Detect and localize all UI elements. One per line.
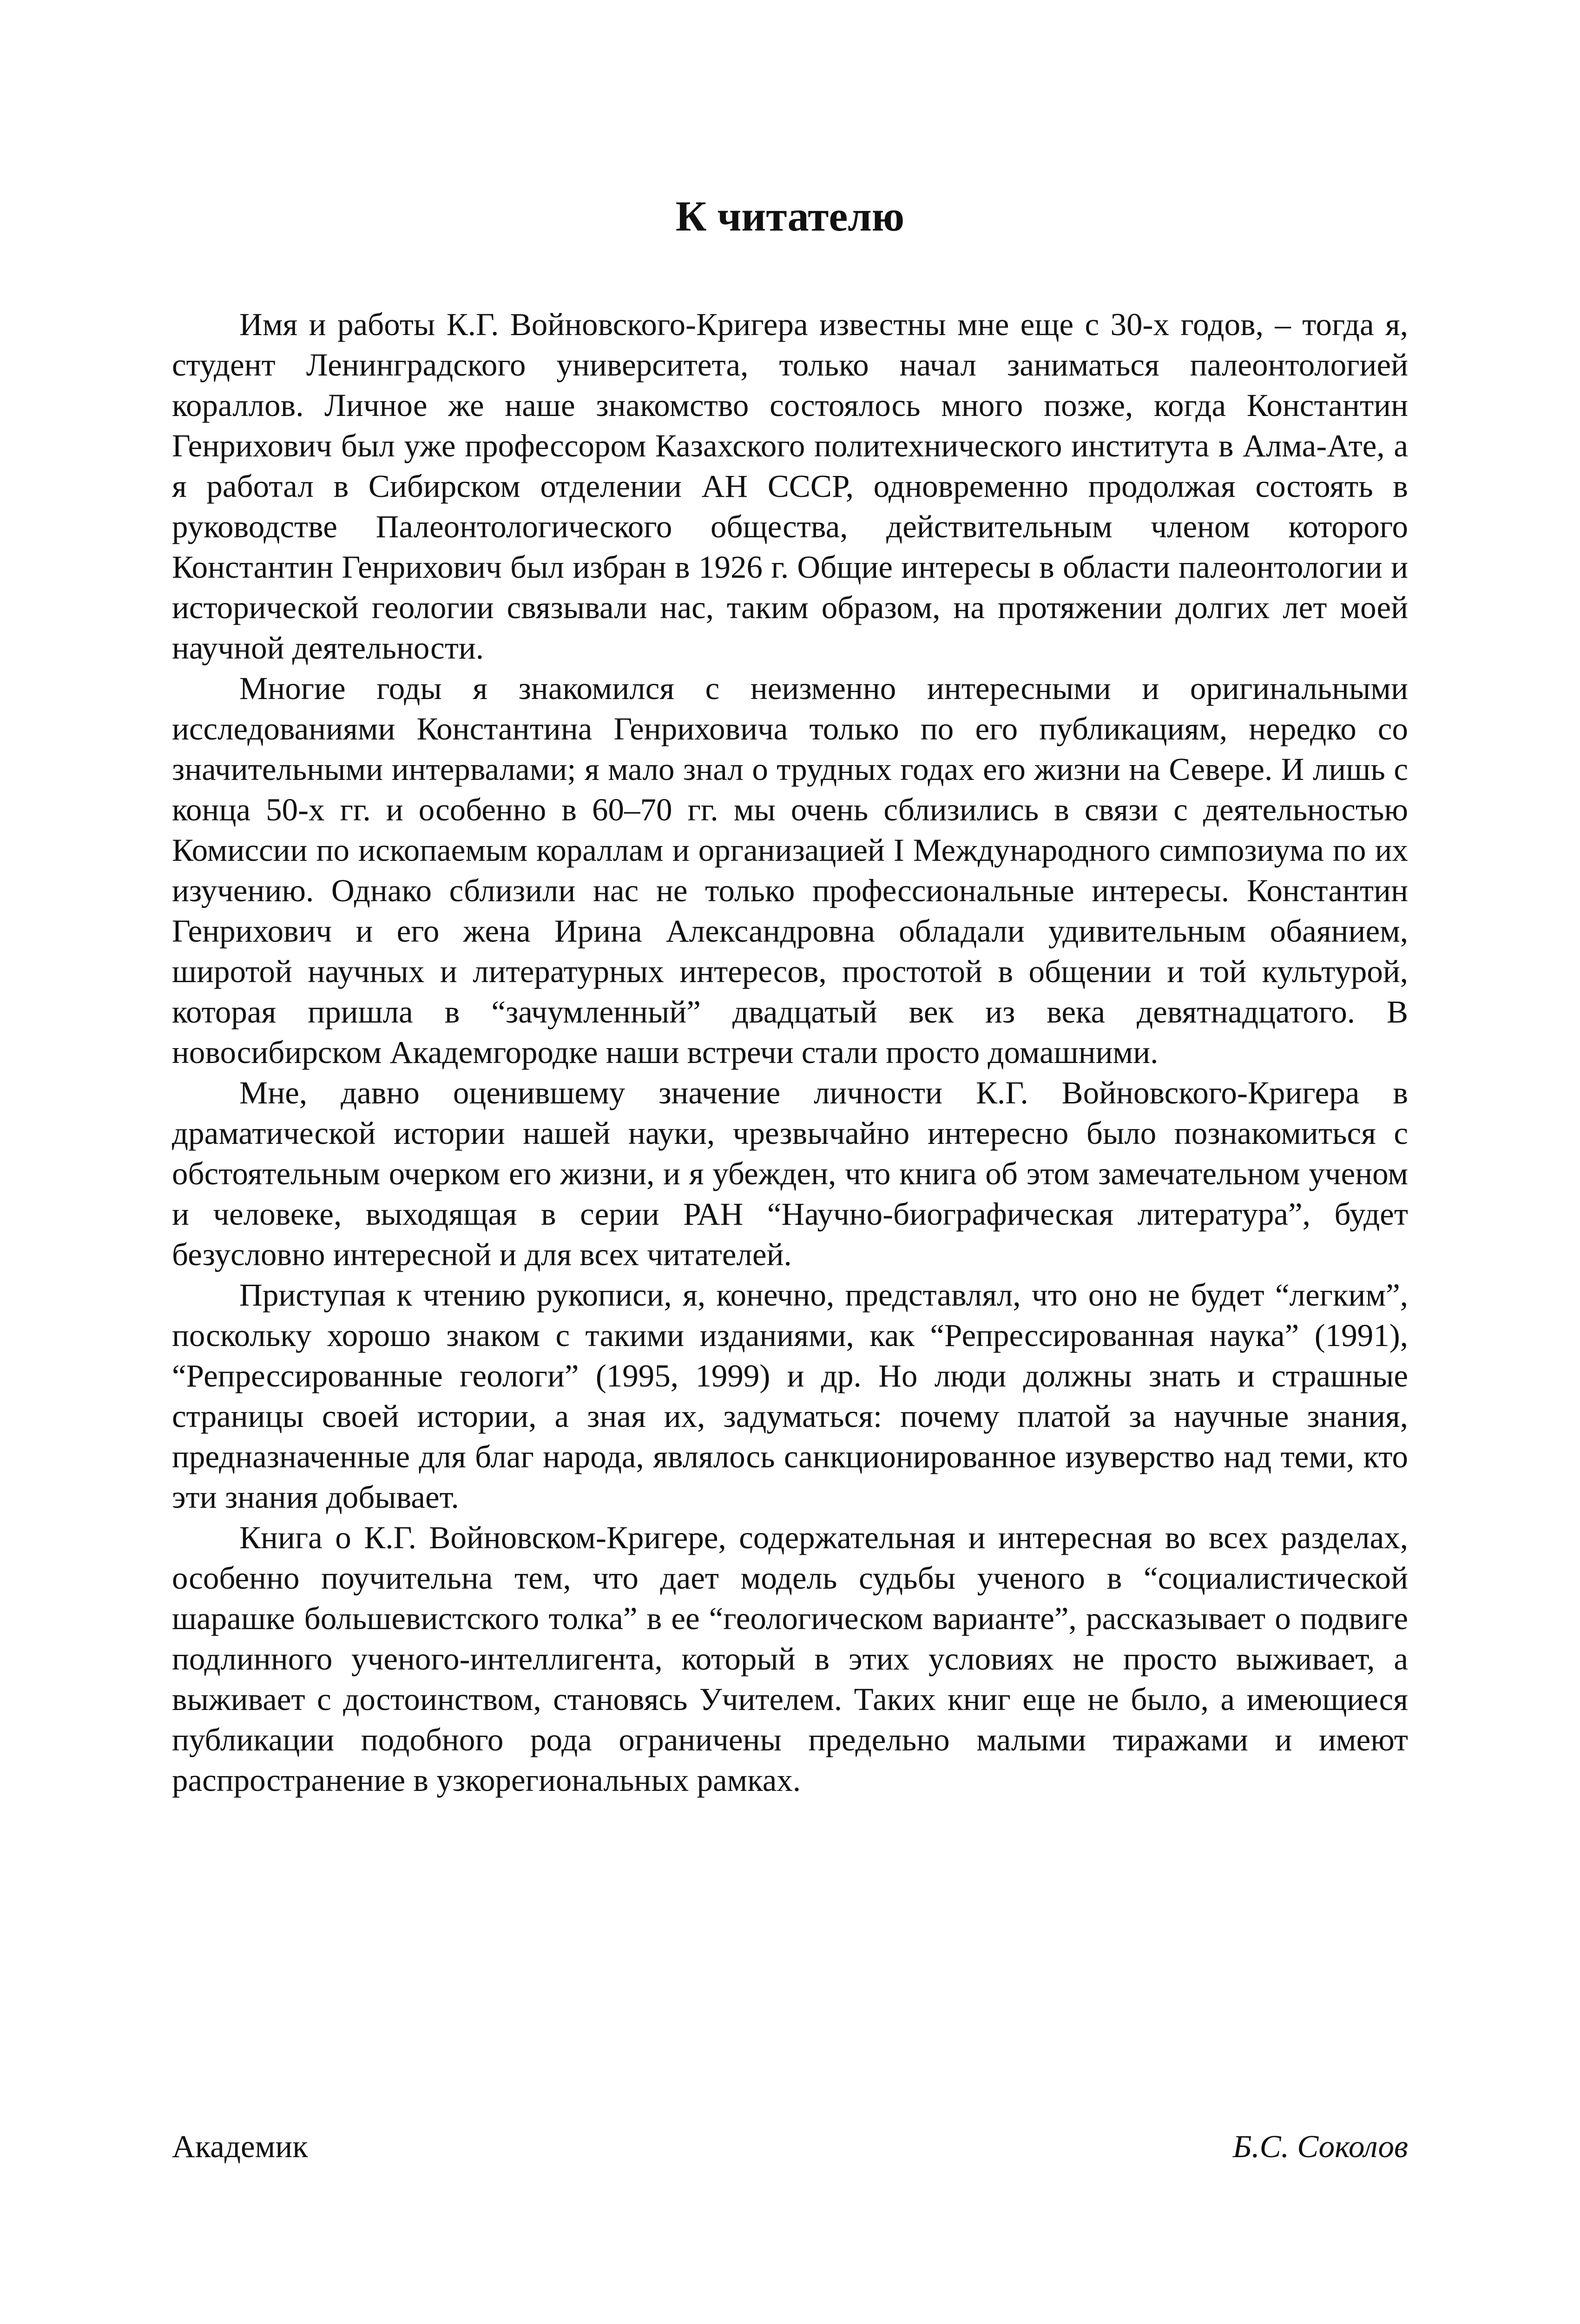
page-title: К читателю <box>675 192 905 240</box>
signature-rank: Академик <box>172 2129 308 2164</box>
paragraph-5: Книга о К.Г. Войновском-Кригере, содержательная и интересная во всех разделах, особенно поучительна тем, что дает модель судьбы ученого в “социалистической шарашке большевистского толка” в ее “геологическом варианте”, рассказывает о подвиге подлинного ученого-интеллигента, который в этих условиях не просто выживает, а выживает с достоинством, становясь Учителем. Таких книг еще не было, а имеющиеся публикации подобного рода ограничены предельно малыми тиражами и имеют распространение в узкорегиональных рамках. <box>172 1520 1408 1798</box>
document-body <box>172 304 1408 1801</box>
signature-block <box>172 2126 1408 2173</box>
signature-name: Б.С. Соколов <box>1232 2129 1408 2164</box>
paragraph-1: Имя и работы К.Г. Войновского-Кригера известны мне еще с 30-х годов, – тогда я, студент Ленинградского университета, только начал заниматься палеонтологией кораллов. Личное же наше знакомство состоялось много позже, когда Константин Генрихович был уже профессором Казахского политехнического института в Алма-Ате, а я работал в Сибирском отделении АН СССР, одновременно продолжая состоять в руководстве Палеонтологического общества, действительным членом которого Константин Генрихович был избран в 1926 г. Общие интересы в области палеонтологии и исторической геологии связывали нас, таким образом, на протяжении долгих лет моей научной деятельности. <box>172 307 1408 666</box>
paragraph-2: Многие годы я знакомился с неизменно интересными и оригинальными исследованиями Константина Генриховича только по его публикациям, нередко со значительными интервалами; я мало знал о трудных годах его жизни на Севере. И лишь с конца 50-х гг. и особенно в 60–70 гг. мы очень сблизились в связи с деятельностью Комиссии по ископаемым кораллам и организацией I Международного симпозиума по их изучению. Однако сблизили нас не только профессиональные интересы. Константин Генрихович и его жена Ирина Александровна обладали удивительным обаянием, широтой научных и литературных интересов, простотой в общении и той культурой, которая пришла в “зачумленный” двадцатый век из века девятнадцатого. В новосибирском Академгородке наши встречи стали просто домашними. <box>172 671 1408 1070</box>
paragraph-3: Мне, давно оценившему значение личности К.Г. Войновского-Кригера в драматической истории нашей науки, чрезвычайно интересно было познакомиться с обстоятельным очерком его жизни, и я убежден, что книга об этом замечательном ученом и человеке, выходящая в серии РАН “Научно-биографическая литература”, будет безусловно интересной и для всех читателей. <box>172 1075 1408 1272</box>
paragraph-4: Приступая к чтению рукописи, я, конечно, представлял, что оно не будет “легким”, поскольку хорошо знаком с такими изданиями, как “Репрессированная наука” (1991), “Репрессированные геологи” (1995, 1999) и др. Но люди должны знать и страшные страницы своей истории, а зная их, задуматься: почему платой за научные знания, предназначенные для благ народа, являлось санкционированное изуверство над теми, кто эти знания добывает. <box>172 1277 1408 1515</box>
